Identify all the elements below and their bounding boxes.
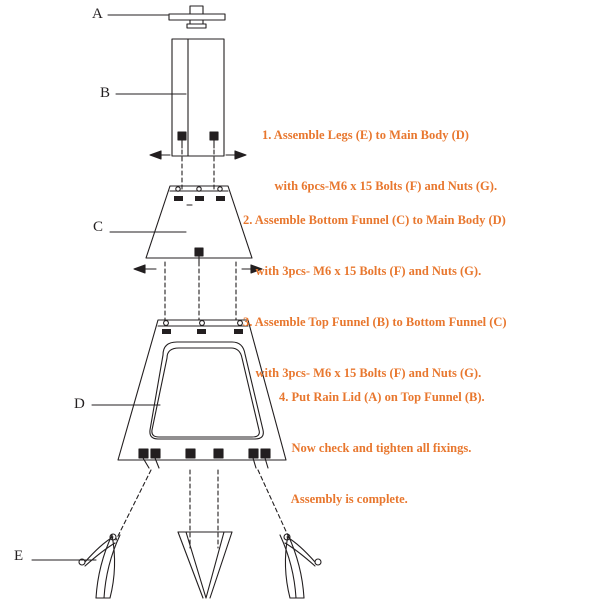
- instruction-step-1-line-2: with 6pcs-M6 x 15 Bolts (F) and Nuts (G).: [262, 179, 498, 193]
- instruction-step-4-line-3: Assembly is complete.: [279, 492, 408, 506]
- callout-label-a: A: [92, 6, 103, 22]
- bolt-heads-top-funnel: [150, 132, 246, 159]
- instruction-step-3-line-1: 3. Assemble Top Funnel (B) to Bottom Funnel (C): [243, 315, 507, 329]
- bolt-heads-bottom-funnel: [134, 248, 262, 273]
- part-rain-lid: [169, 6, 225, 28]
- instruction-step-4-line-1: 4. Put Rain Lid (A) on Top Funnel (B).: [279, 390, 485, 404]
- fixings-bottom-funnel: [165, 262, 236, 320]
- instruction-step-2-line-2: with 3pcs- M6 x 15 Bolts (F) and Nuts (G).: [243, 264, 482, 278]
- instruction-step-4-line-2: Now check and tighten all fixings.: [279, 441, 472, 455]
- instruction-step-3-line-2: with 3pcs- M6 x 15 Bolts (F) and Nuts (G).: [243, 366, 482, 380]
- part-main-body: [118, 320, 286, 460]
- part-bottom-funnel: [146, 186, 252, 258]
- callout-label-c: C: [93, 219, 104, 235]
- callout-label-d: D: [74, 396, 85, 412]
- callout-label-b: B: [100, 85, 111, 101]
- instruction-step-1-line-1: 1. Assemble Legs (E) to Main Body (D): [262, 128, 469, 142]
- callout-label-e: E: [14, 548, 24, 564]
- bolt-heads-legs: [139, 449, 270, 468]
- instruction-step-2-line-1: 2. Assemble Bottom Funnel (C) to Main Body (D): [243, 213, 506, 227]
- part-legs: [79, 532, 321, 598]
- fixings-legs: [116, 470, 290, 548]
